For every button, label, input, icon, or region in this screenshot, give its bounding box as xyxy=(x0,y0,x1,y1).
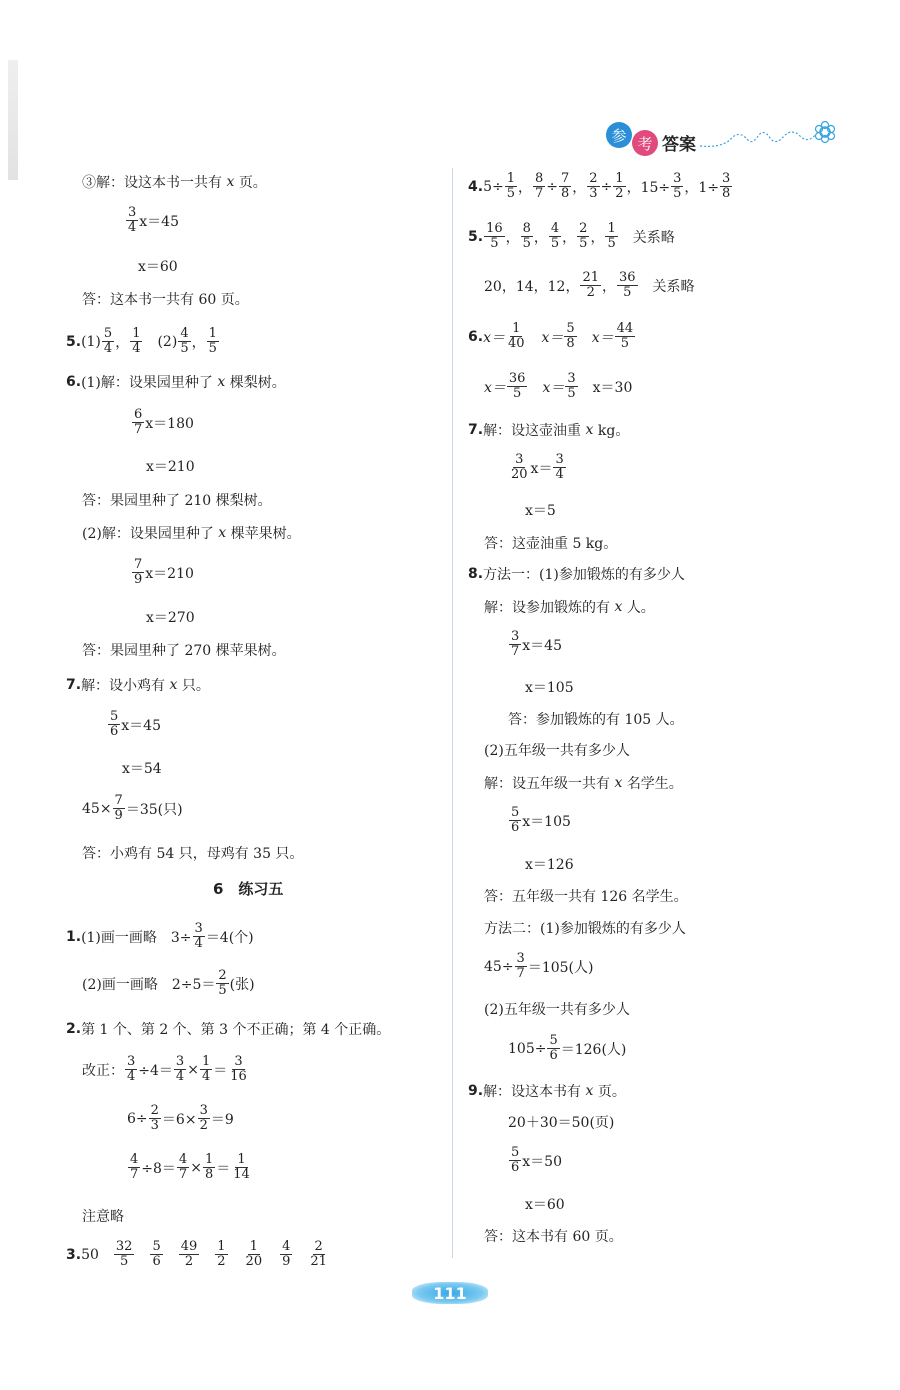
r8-m2-calc2: 105÷ $\frac{5}{6}$ ＝126(人) xyxy=(508,1033,627,1063)
answer-header xyxy=(600,120,850,160)
r8-s2: 解：设五年级一共有 x 名学生。 xyxy=(484,775,683,792)
r8-q2: (2)五年级一共有多少人 xyxy=(484,743,630,759)
r7-eq1: 3 20 x＝ 3 4 xyxy=(511,452,564,482)
s3-row: 3. 50 32 5 5 6 49 2 1 2 1 20 4 9 2 21 xyxy=(66,1239,327,1269)
q5-row: 5. (1) 5 4 ， 1 4 (2) 4 5 ， 1 5 xyxy=(66,326,217,356)
s1-row-b: (2)画一画略 2÷5＝ 2 5 (张) xyxy=(82,968,255,998)
q6-eq2: x＝210 xyxy=(146,459,195,475)
r8-method1: 8. 方法一：(1)参加锻炼的有多少人 xyxy=(468,566,685,583)
r7-answer: 答：这壶油重 5 kg。 xyxy=(484,536,618,552)
r8-eq3: 5 6 x＝105 xyxy=(511,805,571,835)
section-title: 6 练习五 xyxy=(213,880,284,898)
r9-eq1: 5 6 x＝50 xyxy=(511,1145,562,1175)
q6b-eq2: x＝270 xyxy=(146,610,195,626)
q3-intro: ③解：设这本书一共有 x 页。 xyxy=(82,174,267,191)
r8-m2-calc1: 45÷ $\frac{3}{7}$ ＝105(人) xyxy=(484,951,594,981)
r8-eq2: x＝105 xyxy=(525,680,574,696)
q7-calc: 45× $\frac{7}{9}$ ＝35(只) xyxy=(82,793,183,823)
r9-calc: 20＋30＝50(页) xyxy=(508,1115,615,1131)
q3-answer: 答：这本书一共有 60 页。 xyxy=(82,292,249,308)
page-number: 111 xyxy=(412,1282,488,1304)
r9-answer: 答：这本书有 60 页。 xyxy=(484,1229,623,1245)
r8-method2: 方法二：(1)参加锻炼的有多少人 xyxy=(484,921,686,937)
s2-fix-row1: 改正： $\frac{3}{4}$ ÷4＝ $\frac{3}{4}$ × $\frac{1}{4}$ ＝ 3 16 xyxy=(82,1054,247,1084)
q6b-eq1: 7 9 x＝210 xyxy=(134,557,194,587)
fraction: 3 4 xyxy=(128,205,137,235)
r7-intro: 7. 解：设这壶油重 x kg。 xyxy=(468,422,630,439)
badge-kao: 考 xyxy=(632,130,658,156)
column-divider xyxy=(452,168,453,1258)
q6-eq1: 6 7 x＝180 xyxy=(134,407,194,437)
r9-eq2: x＝60 xyxy=(525,1197,565,1213)
book-spine-shadow xyxy=(8,60,18,180)
r7-eq2: x＝5 xyxy=(525,503,556,519)
r8-eq1: 3 7 x＝45 xyxy=(511,629,562,659)
r5b-row: 20，14，12， 21 2 ， 36 5 关系略 xyxy=(484,270,695,300)
r8-s1: 解：设参加锻炼的有 x 人。 xyxy=(484,599,655,616)
r4-row: 4. 5÷ $\frac{1}{5}$ ， $\frac{8}{7}$ ÷ $\frac{7}{8}$ ， $\frac{2}{3}$ ÷ $\frac{1}{2}$ ，15÷ $\frac{3}{5}$ ，1÷ $\frac{3}{8}$ xyxy=(468,171,731,201)
q6-intro: 6. (1)解：设果园里种了 x 棵梨树。 xyxy=(66,374,286,391)
s2-note: 注意略 xyxy=(82,1209,124,1225)
r8-m2-q2: (2)五年级一共有多少人 xyxy=(484,1002,630,1018)
q6-answer: 答：果园里种了 210 棵梨树。 xyxy=(82,493,272,509)
q7-eq1: 5 6 x＝45 xyxy=(110,709,161,739)
q6b-intro: (2)解：设果园里种了 x 棵苹果树。 xyxy=(82,525,301,542)
s2-fix-row2: 6÷ $\frac{2}{3}$ ＝6× $\frac{3}{2}$ ＝9 xyxy=(127,1103,234,1133)
r6-row1: 6. x＝ 1 40 x＝ 5 8 x＝ 44 5 xyxy=(468,321,634,351)
flower-swirl-icon xyxy=(700,120,840,152)
r8-eq4: x＝126 xyxy=(525,857,574,873)
r9-intro: 9. 解：设这本书有 x 页。 xyxy=(468,1083,626,1100)
header-title: 答案 xyxy=(662,135,696,155)
q3-eq1: 3 4 x＝45 xyxy=(128,205,179,235)
r6-row2: x＝ 36 5 x＝ 3 5 x＝30 xyxy=(484,371,633,401)
q7-intro: 7. 解：设小鸡有 x 只。 xyxy=(66,677,210,694)
s2-row: 2. 第 1 个、第 2 个、第 3 个不正确；第 4 个正确。 xyxy=(66,1021,391,1038)
r8-ans1: 答：参加锻炼的有 105 人。 xyxy=(508,712,684,728)
r5-row: 5. 16 5 ， 8 5 ， 4 5 ， 2 5 ， 1 5 关系略 xyxy=(468,221,675,251)
q6b-answer: 答：果园里种了 270 棵苹果树。 xyxy=(82,643,286,659)
q3-eq2: x＝60 xyxy=(138,259,178,275)
r8-ans2: 答：五年级一共有 126 名学生。 xyxy=(484,889,688,905)
q7-answer: 答：小鸡有 54 只，母鸡有 35 只。 xyxy=(82,846,304,862)
s1-row-a: 1. (1)画一画略 3÷ $\frac{3}{4}$ ＝4(个) xyxy=(66,921,254,951)
s2-fix-row3: $\frac{4}{7}$ ÷8＝ $\frac{4}{7}$ × $\frac{1}{8}$ ＝ 1 14 xyxy=(130,1152,250,1182)
badge-can: 参 xyxy=(606,122,632,148)
q7-eq2: x＝54 xyxy=(122,761,162,777)
